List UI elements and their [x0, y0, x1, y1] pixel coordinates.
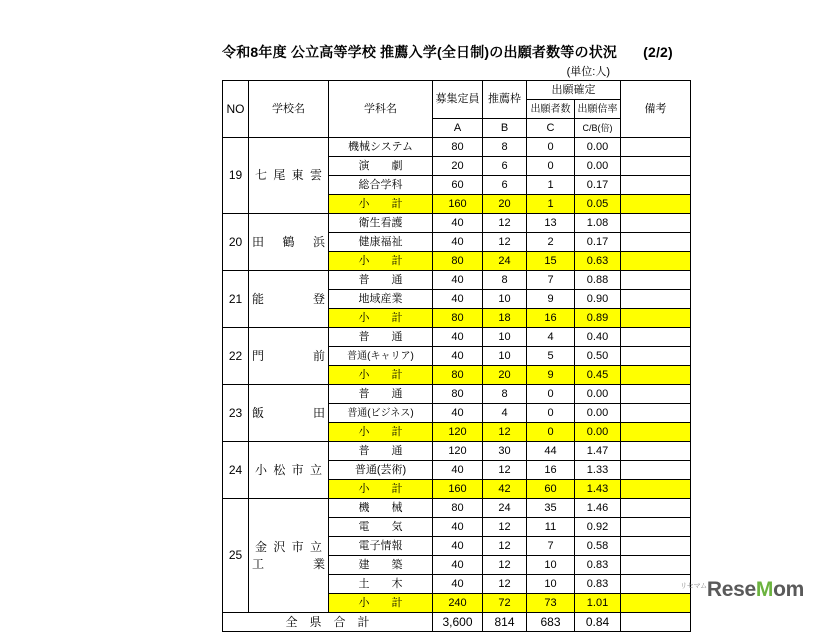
- watermark-tm: リセマム: [680, 583, 707, 590]
- header-row-1: [223, 81, 691, 100]
- row-remark: [621, 347, 691, 366]
- row-recommend: 30: [483, 442, 527, 461]
- row-capacity: 40: [433, 461, 483, 480]
- row-no: 21: [223, 271, 249, 328]
- row-applicants: 7: [527, 271, 575, 290]
- header-letter-cb: C/B(倍): [575, 119, 621, 138]
- row-remark: [621, 556, 691, 575]
- subtotal-capacity: 160: [433, 480, 483, 499]
- resemom-watermark: [680, 578, 804, 602]
- row-applicants: 35: [527, 499, 575, 518]
- row-applicants: 2: [527, 233, 575, 252]
- subtotal-recommend: 20: [483, 195, 527, 214]
- row-course: 普 通: [329, 385, 433, 404]
- row-applicants: 11: [527, 518, 575, 537]
- row-recommend: 8: [483, 385, 527, 404]
- subtotal-remark: [621, 480, 691, 499]
- row-applicants: 10: [527, 575, 575, 594]
- table-row: [223, 138, 691, 157]
- row-applicants: 16: [527, 461, 575, 480]
- row-capacity: 40: [433, 518, 483, 537]
- subtotal-remark: [621, 252, 691, 271]
- row-capacity: 80: [433, 499, 483, 518]
- subtotal-applicants: 9: [527, 366, 575, 385]
- row-rate: 0.83: [575, 575, 621, 594]
- subtotal-applicants: 0: [527, 423, 575, 442]
- row-remark: [621, 461, 691, 480]
- row-capacity: 20: [433, 157, 483, 176]
- row-course: 電子情報: [329, 537, 433, 556]
- row-rate: 1.08: [575, 214, 621, 233]
- subtotal-rate: 0.00: [575, 423, 621, 442]
- row-applicants: 4: [527, 328, 575, 347]
- row-rate: 0.90: [575, 290, 621, 309]
- row-capacity: 80: [433, 138, 483, 157]
- subtotal-rate: 1.43: [575, 480, 621, 499]
- row-remark: [621, 233, 691, 252]
- subtotal-applicants: 73: [527, 594, 575, 613]
- subtotal-recommend: 20: [483, 366, 527, 385]
- row-school-name: 田 鶴 浜: [249, 214, 329, 271]
- header-letter-a: A: [433, 119, 483, 138]
- subtotal-label: 小 計: [329, 252, 433, 271]
- subtotal-capacity: 240: [433, 594, 483, 613]
- header-letter-b: B: [483, 119, 527, 138]
- grand-total-row: [223, 613, 691, 632]
- row-remark: [621, 385, 691, 404]
- row-applicants: 9: [527, 290, 575, 309]
- subtotal-remark: [621, 195, 691, 214]
- row-course: 衛生看護: [329, 214, 433, 233]
- row-remark: [621, 176, 691, 195]
- subtotal-recommend: 42: [483, 480, 527, 499]
- row-course: 健康福祉: [329, 233, 433, 252]
- row-course: 普 通: [329, 328, 433, 347]
- table-row: [223, 271, 691, 290]
- row-remark: [621, 404, 691, 423]
- row-course: 総合学科: [329, 176, 433, 195]
- row-recommend: 24: [483, 499, 527, 518]
- row-rate: 0.58: [575, 537, 621, 556]
- watermark-prefix: Rese: [706, 578, 756, 601]
- row-capacity: 40: [433, 290, 483, 309]
- row-remark: [621, 214, 691, 233]
- row-recommend: 12: [483, 461, 527, 480]
- row-course: 普通(芸術): [329, 461, 433, 480]
- applicants-table: [222, 80, 691, 632]
- row-recommend: 8: [483, 138, 527, 157]
- header-confirmed-group: 出願確定: [527, 81, 621, 100]
- table-body: [223, 138, 691, 632]
- row-rate: 0.00: [575, 157, 621, 176]
- header-applicants: 出願者数: [527, 100, 575, 119]
- row-recommend: 12: [483, 575, 527, 594]
- page-number: (2/2): [643, 44, 673, 60]
- header-course: 学科名: [329, 81, 433, 138]
- row-applicants: 0: [527, 385, 575, 404]
- row-capacity: 40: [433, 271, 483, 290]
- row-remark: [621, 328, 691, 347]
- subtotal-applicants: 1: [527, 195, 575, 214]
- row-recommend: 4: [483, 404, 527, 423]
- row-applicants: 7: [527, 537, 575, 556]
- row-capacity: 40: [433, 404, 483, 423]
- subtotal-recommend: 72: [483, 594, 527, 613]
- row-course: 普 通: [329, 442, 433, 461]
- row-remark: [621, 537, 691, 556]
- table-row: [223, 328, 691, 347]
- row-course: 電 気: [329, 518, 433, 537]
- row-remark: [621, 290, 691, 309]
- row-capacity: 40: [433, 214, 483, 233]
- row-course: 土 木: [329, 575, 433, 594]
- watermark-suffix: om: [773, 578, 804, 601]
- row-remark: [621, 271, 691, 290]
- row-recommend: 12: [483, 518, 527, 537]
- row-no: 25: [223, 499, 249, 613]
- grand-total-recommend: 814: [483, 613, 527, 632]
- row-school-name: 小 松 市 立: [249, 442, 329, 499]
- header-remark: 備考: [621, 81, 691, 138]
- subtotal-capacity: 80: [433, 252, 483, 271]
- row-rate: 0.17: [575, 176, 621, 195]
- row-recommend: 12: [483, 233, 527, 252]
- row-applicants: 0: [527, 404, 575, 423]
- row-capacity: 40: [433, 575, 483, 594]
- subtotal-rate: 0.05: [575, 195, 621, 214]
- row-applicants: 1: [527, 176, 575, 195]
- table-row: [223, 214, 691, 233]
- table-header: [223, 81, 691, 138]
- subtotal-label: 小 計: [329, 366, 433, 385]
- header-no: NO: [223, 81, 249, 138]
- row-applicants: 0: [527, 157, 575, 176]
- unit-note: (単位:人): [566, 66, 610, 78]
- subtotal-rate: 0.89: [575, 309, 621, 328]
- row-school-name: 能 登: [249, 271, 329, 328]
- row-capacity: 40: [433, 347, 483, 366]
- row-rate: 0.83: [575, 556, 621, 575]
- subtotal-recommend: 24: [483, 252, 527, 271]
- row-applicants: 0: [527, 138, 575, 157]
- page-title-text: 令和8年度 公立高等学校 推薦入学(全日制)の出願者数等の状況: [222, 44, 618, 60]
- row-capacity: 40: [433, 556, 483, 575]
- subtotal-applicants: 60: [527, 480, 575, 499]
- row-no: 20: [223, 214, 249, 271]
- header-letter-c: C: [527, 119, 575, 138]
- subtotal-recommend: 18: [483, 309, 527, 328]
- header-school: 学校名: [249, 81, 329, 138]
- row-course: 機械システム: [329, 138, 433, 157]
- header-capacity: 募集定員: [433, 81, 483, 119]
- row-capacity: 60: [433, 176, 483, 195]
- row-rate: 1.46: [575, 499, 621, 518]
- row-capacity: 40: [433, 233, 483, 252]
- row-course: 普 通: [329, 271, 433, 290]
- row-capacity: 120: [433, 442, 483, 461]
- row-no: 24: [223, 442, 249, 499]
- subtotal-remark: [621, 366, 691, 385]
- row-course: 演 劇: [329, 157, 433, 176]
- row-recommend: 6: [483, 157, 527, 176]
- subtotal-label: 小 計: [329, 594, 433, 613]
- row-remark: [621, 442, 691, 461]
- row-rate: 0.00: [575, 138, 621, 157]
- row-rate: 0.50: [575, 347, 621, 366]
- row-remark: [621, 499, 691, 518]
- row-school-name: 門 前: [249, 328, 329, 385]
- grand-total-label: 全 県 合 計: [223, 613, 433, 632]
- subtotal-capacity: 120: [433, 423, 483, 442]
- row-recommend: 12: [483, 537, 527, 556]
- row-rate: 0.88: [575, 271, 621, 290]
- row-recommend: 10: [483, 328, 527, 347]
- row-applicants: 13: [527, 214, 575, 233]
- watermark-accent: M: [755, 578, 774, 601]
- subtotal-applicants: 15: [527, 252, 575, 271]
- row-no: 23: [223, 385, 249, 442]
- row-course: 普通(ビジネス): [329, 404, 433, 423]
- row-rate: 0.17: [575, 233, 621, 252]
- row-school-name: 金 沢 市 立 工 業: [249, 499, 329, 613]
- subtotal-label: 小 計: [329, 309, 433, 328]
- row-course: 機 械: [329, 499, 433, 518]
- header-recommend: 推薦枠: [483, 81, 527, 119]
- row-recommend: 10: [483, 290, 527, 309]
- row-remark: [621, 157, 691, 176]
- subtotal-rate: 0.63: [575, 252, 621, 271]
- subtotal-capacity: 80: [433, 309, 483, 328]
- row-rate: 0.00: [575, 404, 621, 423]
- page-title: [222, 42, 673, 62]
- row-capacity: 80: [433, 385, 483, 404]
- subtotal-capacity: 80: [433, 366, 483, 385]
- grand-total-remark: [621, 613, 691, 632]
- table-row: [223, 385, 691, 404]
- row-rate: 0.40: [575, 328, 621, 347]
- row-course: 建 築: [329, 556, 433, 575]
- grand-total-capacity: 3,600: [433, 613, 483, 632]
- row-applicants: 44: [527, 442, 575, 461]
- header-rate: 出願倍率: [575, 100, 621, 119]
- subtotal-label: 小 計: [329, 423, 433, 442]
- table-row: [223, 442, 691, 461]
- row-recommend: 10: [483, 347, 527, 366]
- row-recommend: 12: [483, 214, 527, 233]
- subtotal-applicants: 16: [527, 309, 575, 328]
- row-no: 22: [223, 328, 249, 385]
- row-rate: 1.33: [575, 461, 621, 480]
- row-course: 普通(キャリア): [329, 347, 433, 366]
- subtotal-capacity: 160: [433, 195, 483, 214]
- row-rate: 0.00: [575, 385, 621, 404]
- row-recommend: 6: [483, 176, 527, 195]
- subtotal-label: 小 計: [329, 480, 433, 499]
- row-no: 19: [223, 138, 249, 214]
- row-course: 地域産業: [329, 290, 433, 309]
- subtotal-rate: 0.45: [575, 366, 621, 385]
- grand-total-applicants: 683: [527, 613, 575, 632]
- row-recommend: 8: [483, 271, 527, 290]
- subtotal-recommend: 12: [483, 423, 527, 442]
- table-row: [223, 499, 691, 518]
- row-rate: 0.92: [575, 518, 621, 537]
- subtotal-label: 小 計: [329, 195, 433, 214]
- row-remark: [621, 518, 691, 537]
- row-school-name: 飯 田: [249, 385, 329, 442]
- row-remark: [621, 138, 691, 157]
- grand-total-rate: 0.84: [575, 613, 621, 632]
- row-school-name: 七 尾 東 雲: [249, 138, 329, 214]
- row-recommend: 12: [483, 556, 527, 575]
- row-capacity: 40: [433, 328, 483, 347]
- row-capacity: 40: [433, 537, 483, 556]
- row-rate: 1.47: [575, 442, 621, 461]
- subtotal-remark: [621, 423, 691, 442]
- subtotal-remark: [621, 309, 691, 328]
- row-applicants: 10: [527, 556, 575, 575]
- row-applicants: 5: [527, 347, 575, 366]
- subtotal-rate: 1.01: [575, 594, 621, 613]
